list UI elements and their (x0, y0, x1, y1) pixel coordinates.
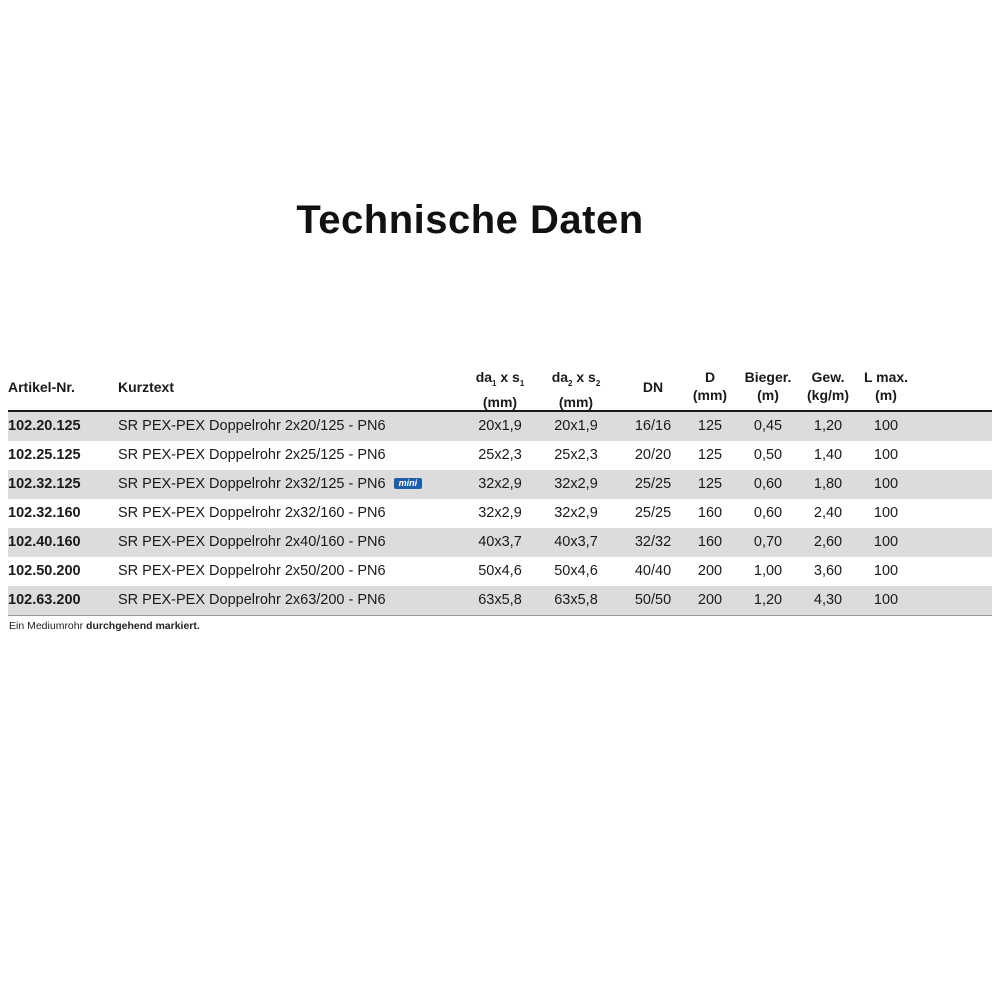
cell-da1 (460, 499, 540, 528)
cell-da1 (460, 412, 540, 441)
cell-dn (623, 528, 683, 557)
cell-lmax-text: 100 (873, 534, 899, 550)
cell-d (682, 499, 738, 528)
cell-da1-text: 40x3,7 (478, 534, 522, 550)
cell-gew-text: 1,40 (813, 447, 843, 463)
cell-artikel-text: 102.20.125 (8, 418, 81, 434)
table-body (8, 412, 992, 615)
cell-da2-text: 50x4,6 (554, 563, 598, 579)
cell-bieger-text: 1,20 (753, 592, 783, 608)
cell-da2 (536, 441, 616, 470)
cell-da2-text: 25x2,3 (554, 447, 598, 463)
cell-gew (798, 557, 858, 586)
cell-kurztext-text: SR PEX-PEX Doppelrohr 2x50/200 - PN6 (118, 563, 386, 579)
header-da1: $da_1$ x $s_1$ (mm) (475, 369, 525, 410)
cell-da1 (460, 441, 540, 470)
table-row (8, 412, 992, 441)
cell-d-text: 125 (697, 476, 723, 492)
mini-badge: mini (394, 478, 423, 489)
cell-lmax (858, 528, 914, 557)
cell-bieger-text: 0,45 (753, 418, 783, 434)
cell-gew-text: 2,60 (813, 534, 843, 550)
table-row (8, 499, 992, 528)
cell-artikel-text: 102.25.125 (8, 447, 81, 463)
cell-d-text: 160 (697, 505, 723, 521)
cell-kurztext (118, 441, 458, 470)
cell-kurztext (118, 557, 458, 586)
cell-lmax-text: 100 (873, 418, 899, 434)
cell-dn (623, 586, 683, 615)
cell-da1-text: 50x4,6 (478, 563, 522, 579)
cell-lmax (858, 586, 914, 615)
cell-da2 (536, 470, 616, 499)
cell-bieger (738, 528, 798, 557)
cell-dn (623, 470, 683, 499)
cell-lmax (858, 499, 914, 528)
cell-bieger-text: 0,60 (753, 505, 783, 521)
cell-d (682, 586, 738, 615)
cell-kurztext (118, 499, 458, 528)
cell-gew (798, 499, 858, 528)
table-header (8, 362, 992, 412)
cell-kurztext (118, 586, 458, 615)
cell-lmax (858, 412, 914, 441)
cell-lmax (858, 470, 914, 499)
cell-artikel-text: 102.32.160 (8, 505, 81, 521)
cell-gew (798, 528, 858, 557)
cell-da2-text: 40x3,7 (554, 534, 598, 550)
cell-dn (623, 557, 683, 586)
cell-bieger-text: 0,60 (753, 476, 783, 492)
cell-dn (623, 499, 683, 528)
cell-artikel (8, 586, 113, 615)
page-title: Technische Daten (296, 198, 644, 242)
cell-artikel (8, 441, 113, 470)
cell-kurztext (118, 528, 458, 557)
cell-artikel-text: 102.50.200 (8, 563, 81, 579)
header-kurztext: Kurztext (118, 379, 175, 395)
cell-artikel (8, 412, 113, 441)
cell-da1 (460, 557, 540, 586)
cell-kurztext-text: SR PEX-PEX Doppelrohr 2x32/160 - PN6 (118, 505, 386, 521)
cell-da2 (536, 412, 616, 441)
cell-d-text: 200 (697, 563, 723, 579)
cell-da1 (460, 586, 540, 615)
cell-dn-text: 50/50 (634, 592, 672, 608)
cell-da2-text: 32x2,9 (554, 476, 598, 492)
cell-bieger-text: 1,00 (753, 563, 783, 579)
cell-d-text: 200 (697, 592, 723, 608)
cell-bieger (738, 412, 798, 441)
cell-artikel (8, 470, 113, 499)
cell-gew-text: 3,60 (813, 563, 843, 579)
header-artikel: Artikel-Nr. (8, 379, 75, 395)
cell-gew (798, 586, 858, 615)
cell-kurztext-text: SR PEX-PEX Doppelrohr 2x25/125 - PN6 (118, 447, 386, 463)
header-dn: DN (642, 379, 664, 395)
footnote: Ein Mediumrohr durchgehend markiert. (9, 620, 200, 632)
cell-da2 (536, 586, 616, 615)
cell-d-text: 125 (697, 418, 723, 434)
cell-artikel (8, 499, 113, 528)
cell-da2-text: 32x2,9 (554, 505, 598, 521)
cell-gew (798, 412, 858, 441)
header-gew: Gew. (kg/m) (807, 369, 849, 403)
cell-lmax-text: 100 (873, 592, 899, 608)
header-lmax: L max. (m) (863, 369, 909, 403)
cell-bieger (738, 586, 798, 615)
cell-da1-text: 32x2,9 (478, 476, 522, 492)
cell-dn-text: 16/16 (634, 418, 672, 434)
cell-artikel-text: 102.63.200 (8, 592, 81, 608)
cell-d-text: 160 (697, 534, 723, 550)
cell-kurztext-text: SR PEX-PEX Doppelrohr 2x63/200 - PN6 (118, 592, 386, 608)
cell-gew-text: 1,20 (813, 418, 843, 434)
cell-da2 (536, 528, 616, 557)
cell-lmax (858, 441, 914, 470)
cell-da1-text: 63x5,8 (478, 592, 522, 608)
cell-gew (798, 441, 858, 470)
cell-dn-text: 32/32 (634, 534, 672, 550)
cell-dn (623, 441, 683, 470)
cell-kurztext-text: SR PEX-PEX Doppelrohr 2x40/160 - PN6 (118, 534, 386, 550)
cell-d (682, 412, 738, 441)
cell-bieger (738, 470, 798, 499)
cell-da2 (536, 499, 616, 528)
cell-d (682, 528, 738, 557)
cell-lmax-text: 100 (873, 447, 899, 463)
cell-da2-text: 63x5,8 (554, 592, 598, 608)
cell-artikel (8, 528, 113, 557)
cell-dn-text: 20/20 (634, 447, 672, 463)
cell-bieger (738, 499, 798, 528)
cell-dn-text: 25/25 (634, 476, 672, 492)
cell-dn-text: 40/40 (634, 563, 672, 579)
cell-bieger (738, 441, 798, 470)
cell-gew-text: 2,40 (813, 505, 843, 521)
cell-kurztext-text: SR PEX-PEX Doppelrohr 2x20/125 - PN6 (118, 418, 386, 434)
table-bottom-rule (8, 615, 992, 616)
cell-kurztext (118, 412, 458, 441)
cell-kurztext-text: SR PEX-PEX Doppelrohr 2x32/125 - PN6 (118, 476, 386, 492)
cell-gew-text: 4,30 (813, 592, 843, 608)
cell-d (682, 441, 738, 470)
technical-data-table (8, 362, 992, 616)
cell-dn (623, 412, 683, 441)
cell-gew (798, 470, 858, 499)
cell-kurztext (118, 470, 458, 499)
header-bieger: Bieger. (m) (744, 369, 792, 403)
cell-da1-text: 25x2,3 (478, 447, 522, 463)
cell-d (682, 557, 738, 586)
header-da2: $da_2$ x $s_2$ (mm) (551, 369, 601, 410)
cell-da1 (460, 528, 540, 557)
cell-bieger (738, 557, 798, 586)
table-row (8, 557, 992, 586)
cell-dn-text: 25/25 (634, 505, 672, 521)
cell-lmax (858, 557, 914, 586)
cell-artikel-text: 102.40.160 (8, 534, 81, 550)
cell-gew-text: 1,80 (813, 476, 843, 492)
cell-lmax-text: 100 (873, 476, 899, 492)
cell-bieger-text: 0,70 (753, 534, 783, 550)
cell-bieger-text: 0,50 (753, 447, 783, 463)
cell-da1-text: 32x2,9 (478, 505, 522, 521)
table-row (8, 470, 992, 499)
cell-da1 (460, 470, 540, 499)
cell-artikel (8, 557, 113, 586)
cell-da2-text: 20x1,9 (554, 418, 598, 434)
cell-d-text: 125 (697, 447, 723, 463)
header-d: D (mm) (692, 369, 728, 403)
cell-lmax-text: 100 (873, 505, 899, 521)
cell-da2 (536, 557, 616, 586)
table-row (8, 441, 992, 470)
cell-artikel-text: 102.32.125 (8, 476, 81, 492)
table-row (8, 586, 992, 615)
table-row (8, 528, 992, 557)
cell-da1-text: 20x1,9 (478, 418, 522, 434)
cell-d (682, 470, 738, 499)
cell-lmax-text: 100 (873, 563, 899, 579)
